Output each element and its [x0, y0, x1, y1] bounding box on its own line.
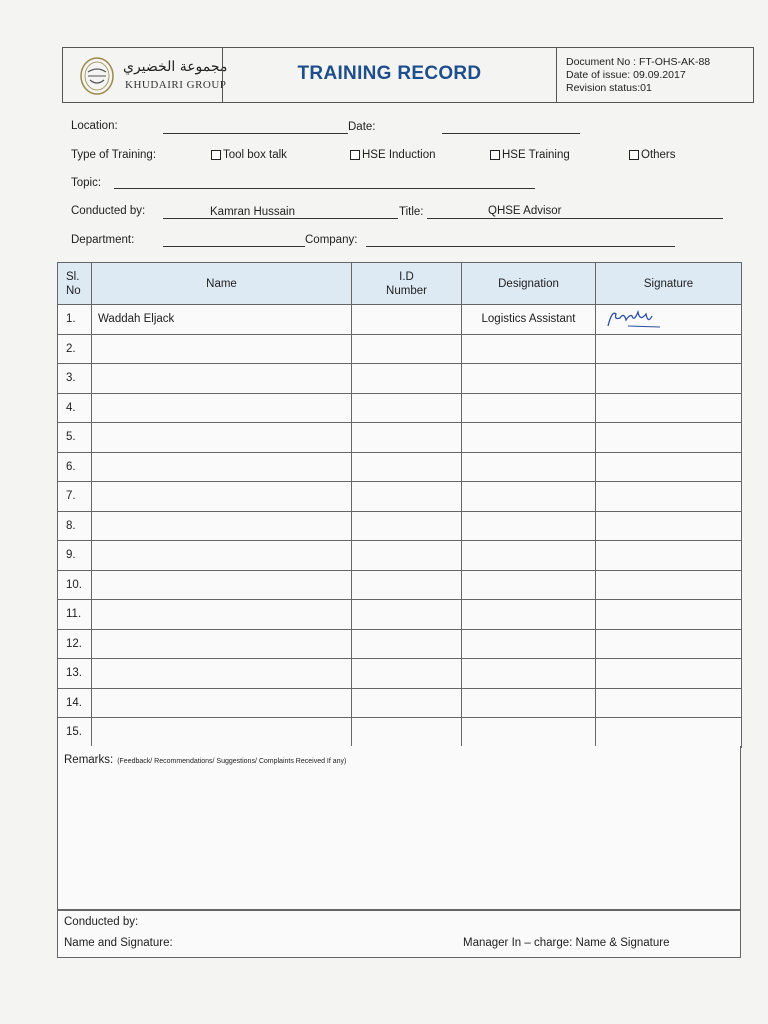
row-id-cell[interactable]: [352, 688, 462, 718]
row-designation-cell[interactable]: [462, 659, 596, 689]
row-designation-cell[interactable]: [462, 629, 596, 659]
footer-signoff: [57, 910, 741, 958]
logo-english-text: KHUDAIRI GROUP: [125, 79, 227, 91]
row-id-cell[interactable]: [352, 541, 462, 571]
row-designation-cell[interactable]: [462, 423, 596, 453]
table-row: [58, 364, 742, 394]
table-row: [58, 423, 742, 453]
row-name-cell[interactable]: [92, 600, 352, 630]
table-row: [58, 511, 742, 541]
col-header-id-number: I.D Number: [352, 263, 462, 305]
department-label: Department:: [71, 234, 135, 246]
row-name-cell[interactable]: [92, 688, 352, 718]
toolbox-talk-checkbox[interactable]: [211, 150, 221, 160]
row-number: 8.: [58, 511, 92, 541]
row-designation-cell[interactable]: [462, 600, 596, 630]
row-signature-cell[interactable]: [596, 600, 742, 630]
row-number: 13.: [58, 659, 92, 689]
department-field[interactable]: [163, 246, 305, 247]
hse-induction-label: HSE Induction: [362, 149, 436, 161]
row-name-cell[interactable]: [92, 570, 352, 600]
row-id-cell[interactable]: [352, 452, 462, 482]
table-row: [58, 629, 742, 659]
row-number: 2.: [58, 334, 92, 364]
row-id-cell[interactable]: [352, 364, 462, 394]
hse-training-label: HSE Training: [502, 149, 570, 161]
logo-arabic-text: مجموعة الخضيري: [123, 59, 228, 75]
col-header-name: Name: [92, 263, 352, 305]
date-label: Date:: [348, 121, 376, 133]
attendance-table: [57, 262, 742, 748]
row-signature-cell[interactable]: [596, 570, 742, 600]
table-row: [58, 393, 742, 423]
table-row: [58, 541, 742, 571]
table-row: [58, 688, 742, 718]
row-name-cell[interactable]: [92, 364, 352, 394]
title-label: Title:: [399, 206, 424, 218]
row-id-cell[interactable]: [352, 423, 462, 453]
row-signature-cell[interactable]: [596, 305, 742, 335]
row-designation-cell[interactable]: [462, 364, 596, 394]
row-name-cell[interactable]: [92, 541, 352, 571]
row-id-cell[interactable]: [352, 393, 462, 423]
location-label: Location:: [71, 120, 118, 132]
date-field[interactable]: [442, 133, 580, 134]
col-header-sl-no: Sl. No: [58, 263, 92, 305]
row-number: 12.: [58, 629, 92, 659]
row-signature-cell[interactable]: [596, 423, 742, 453]
location-field[interactable]: [163, 133, 348, 134]
row-name-cell[interactable]: [92, 423, 352, 453]
others-checkbox[interactable]: [629, 150, 639, 160]
remarks-hint: (Feedback/ Recommendations/ Suggestions/ Complaints Received If any): [117, 758, 347, 765]
row-name-cell[interactable]: [92, 511, 352, 541]
row-designation-cell[interactable]: [462, 452, 596, 482]
company-field[interactable]: [366, 246, 675, 247]
table-row: [58, 452, 742, 482]
row-id-cell[interactable]: [352, 718, 462, 748]
row-signature-cell[interactable]: [596, 511, 742, 541]
document-meta: [566, 56, 710, 95]
conducted-by-value: Kamran Hussain: [210, 206, 296, 218]
footer-name-signature: Name and Signature:: [64, 937, 173, 949]
row-designation-cell[interactable]: [462, 334, 596, 364]
conducted-by-field[interactable]: [163, 218, 398, 219]
document-header: [62, 47, 754, 103]
row-name-cell[interactable]: [92, 482, 352, 512]
row-name-cell[interactable]: [92, 659, 352, 689]
remarks-label: Remarks: (Feedback/ Recommendations/ Suggestions/ Complaints Received If any): [64, 754, 347, 766]
row-name-cell[interactable]: [92, 629, 352, 659]
row-signature-cell[interactable]: [596, 364, 742, 394]
row-number: 15.: [58, 718, 92, 748]
row-number: 5.: [58, 423, 92, 453]
row-signature-cell[interactable]: [596, 393, 742, 423]
table-row: [58, 718, 742, 748]
row-name-cell[interactable]: [92, 718, 352, 748]
row-signature-cell[interactable]: [596, 688, 742, 718]
col-header-signature: Signature: [596, 263, 742, 305]
row-id-cell[interactable]: [352, 570, 462, 600]
row-name-cell[interactable]: [92, 334, 352, 364]
row-id-cell[interactable]: [352, 482, 462, 512]
row-signature-cell[interactable]: [596, 541, 742, 571]
topic-label: Topic:: [71, 177, 102, 189]
training-type-label: Type of Training:: [71, 149, 157, 161]
footer-conducted-by: Conducted by:: [64, 916, 139, 928]
conducted-by-label: Conducted by:: [71, 205, 146, 217]
topic-field[interactable]: [114, 188, 535, 189]
table-row: [58, 482, 742, 512]
footer-manager-signature: Manager In – charge: Name & Signature: [463, 937, 670, 949]
row-name-cell[interactable]: [92, 393, 352, 423]
hse-training-checkbox[interactable]: [490, 150, 500, 160]
row-number: 1.: [58, 305, 92, 335]
row-signature-cell[interactable]: [596, 452, 742, 482]
row-number: 7.: [58, 482, 92, 512]
table-row: [58, 305, 742, 335]
row-id-cell[interactable]: [352, 659, 462, 689]
row-number: 9.: [58, 541, 92, 571]
document-title: TRAINING RECORD: [297, 63, 482, 84]
table-row: [58, 570, 742, 600]
table-row: [58, 659, 742, 689]
row-id-cell[interactable]: [352, 305, 462, 335]
company-logo: [71, 52, 228, 100]
row-number: 11.: [58, 600, 92, 630]
table-header-row: [58, 263, 742, 305]
row-name-cell[interactable]: [92, 452, 352, 482]
document-number: Document No : FT-OHS-AK-88: [566, 56, 711, 68]
title-field[interactable]: [427, 218, 723, 219]
row-signature-cell[interactable]: [596, 659, 742, 689]
others-label: Others: [641, 149, 676, 161]
row-designation-cell[interactable]: [462, 718, 596, 748]
row-signature-cell[interactable]: [596, 334, 742, 364]
row-signature-cell[interactable]: [596, 482, 742, 512]
hse-induction-checkbox[interactable]: [350, 150, 360, 160]
title-value: QHSE Advisor: [488, 205, 562, 217]
handwritten-signature-icon: [602, 306, 662, 330]
revision-status: Revision status:01: [566, 82, 652, 94]
row-number: 14.: [58, 688, 92, 718]
row-id-cell[interactable]: [352, 600, 462, 630]
row-number: 4.: [58, 393, 92, 423]
row-designation-cell[interactable]: [462, 393, 596, 423]
row-id-cell[interactable]: [352, 511, 462, 541]
row-designation-cell[interactable]: Logistics Assistant: [462, 305, 596, 335]
row-designation-cell[interactable]: [462, 511, 596, 541]
row-name-cell[interactable]: Waddah Eljack: [92, 305, 352, 335]
row-signature-cell[interactable]: [596, 629, 742, 659]
row-designation-cell[interactable]: [462, 688, 596, 718]
col-header-designation: Designation: [462, 263, 596, 305]
remarks-box[interactable]: [57, 746, 741, 910]
row-id-cell[interactable]: [352, 334, 462, 364]
row-designation-cell[interactable]: [462, 570, 596, 600]
row-number: 3.: [58, 364, 92, 394]
row-number: 10.: [58, 570, 92, 600]
company-label: Company:: [305, 234, 358, 246]
row-signature-cell[interactable]: [596, 718, 742, 748]
khudairi-emblem-icon: [79, 56, 115, 96]
date-of-issue: Date of issue: 09.09.2017: [566, 69, 686, 81]
row-designation-cell[interactable]: [462, 482, 596, 512]
table-row: [58, 600, 742, 630]
table-row: [58, 334, 742, 364]
row-designation-cell[interactable]: [462, 541, 596, 571]
row-number: 6.: [58, 452, 92, 482]
toolbox-talk-label: Tool box talk: [223, 149, 287, 161]
row-id-cell[interactable]: [352, 629, 462, 659]
